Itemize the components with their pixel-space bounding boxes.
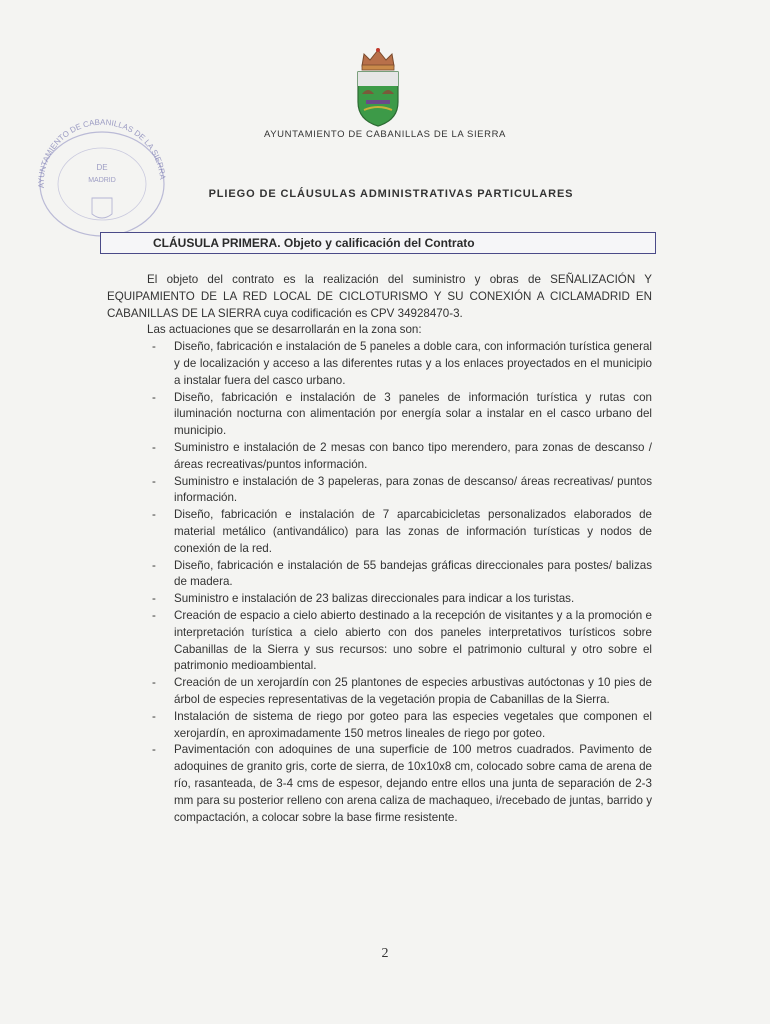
official-seal-stamp [22, 118, 182, 248]
clause-body [107, 272, 652, 826]
list-item: - Diseño, fabricación e instalación de 55 bandejas gráficas direccionales para postes/ balizas de madera. [152, 558, 652, 589]
clause-heading-box [100, 232, 656, 254]
document-title: PLIEGO DE CLÁUSULAS ADMINISTRATIVAS PARTICULARES [208, 188, 574, 200]
list-item: - Suministro e instalación de 3 papeleras, para zonas de descanso/ áreas recreativas/ puntos información. [152, 474, 652, 505]
list-item: - Creación de un xerojardín con 25 plantones de especies arbustivas autóctonas y 10 pies de árbol de especies representativas de la vegetación propia de Cabanillas de la Sierra. [152, 676, 652, 706]
list-item: - Suministro e instalación de 23 balizas direccionales para indicar a los turistas. [152, 592, 575, 606]
svg-text:DE: DE [96, 163, 108, 172]
list-item: - Diseño, fabricación e instalación de 3 paneles de información turística y rutas con iluminación nocturna con alimentación por energía solar a instalar en el casco urbano del municipio. [152, 390, 652, 438]
svg-text:AYUNTAMIENTO DE CABANILLAS DE: AYUNTAMIENTO DE CABANILLAS DE LA SIERRA [36, 118, 168, 189]
list-item: - Suministro e instalación de 2 mesas con banco tipo merendero, para zonas de descanso / áreas recreativas/puntos información. [152, 440, 652, 471]
list-item: - Diseño, fabricación e instalación de 5 paneles a doble cara, con información turística general y de localización y acceso a las diferentes rutas y a los enlaces proyectados en el municipio a instalar fuera del casco urbano. [152, 340, 652, 387]
clause-title: CLÁUSULA PRIMERA. Objeto y calificación del Contrato [153, 236, 475, 250]
svg-text:MADRID: MADRID [88, 177, 116, 184]
list-item: - Creación de espacio a cielo abierto destinado a la recepción de visitantes y a la promoción e interpretación turística a cielo abierto con dos paneles interpretativos turísticos sobre Cabanillas de la Sierra y sus recursos: uno sobre el patrimonio cultural y otro sobre el patrimonio medioambiental. [152, 608, 652, 673]
list-item: - Diseño, fabricación e instalación de 7 aparcabicicletas personalizados elaborados de material metálico (antivandálico) para las zonas de información turísticas y nodos de conexión de la red. [152, 508, 652, 555]
actions-lead: Las actuaciones que se desarrollarán en la zona son: [147, 323, 422, 337]
institution-name: AYUNTAMIENTO DE CABANILLAS DE LA SIERRA [264, 129, 506, 140]
municipal-coat-of-arms-icon [352, 46, 404, 128]
page-number: 2 [381, 946, 389, 961]
intro-paragraph: El objeto del contrato es la realización del suministro y obras de SEÑALIZACIÓN Y EQUIPAMIENTO DE LA RED LOCAL DE CICLOTURISMO Y SU CONEXIÓN A CICLAMADRID EN CABANILLAS DE LA SIERRA cuya codificación es CPV 34928470-3. [107, 273, 652, 320]
list-item: - Pavimentación con adoquines de una superficie de 100 metros cuadrados. Pavimento de adoquines de granito gris, corte de sierra, de 10x10x8 cm, colocado sobre cama de arena de río, rasanteada, de 3-4 cms de espesor, dejando entre ellos una junta de separación de 2-3 mm para su posterior relleno con arena caliza de machaqueo, i/recebado de juntas, barrido y compactación, a colocar sobre la base firme resistente. [152, 743, 652, 824]
actions-list [107, 339, 652, 826]
list-item: - Instalación de sistema de riego por goteo para las especies vegetales que componen el xerojardín, en aproximadamente 150 metros lineales de riego por goteo. [152, 709, 652, 740]
